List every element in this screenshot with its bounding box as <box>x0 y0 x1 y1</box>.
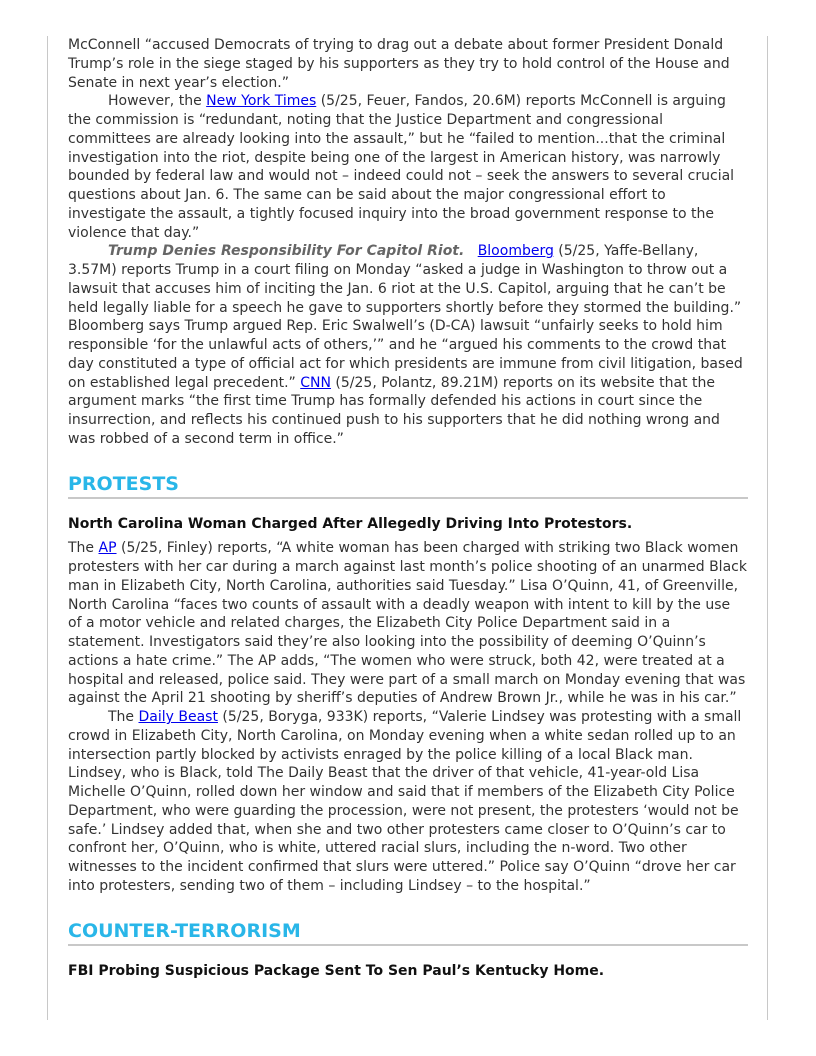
page-border-left <box>47 36 48 1020</box>
subhead-trump-denies: Trump Denies Responsibility For Capitol Riot. <box>108 243 465 260</box>
link-cnn[interactable]: CNN <box>300 374 331 391</box>
headline-fbi-probing: FBI Probing Suspicious Package Sent To Sen Paul’s Kentucky Home. <box>68 962 605 979</box>
headline-nc-woman-charged: North Carolina Woman Charged After Allegedly Driving Into Protestors. <box>68 515 633 532</box>
paragraph-nyt: However, the New York Times (5/25, Feuer, Fandos, 20.6M) reports McConnell is arguing the commission is “redundant, noting that the Justice Department and congressional committees are already looking into the assault,” but he “failed to mention...that the criminal investigation into the riot, despite being one of the largest in American history, was narrowly bounded by federal law and would not – indeed could not – seek the answers to several crucial questions about Jan. 6. The same can be said about the major congressional effort to investigate the assault, a tightly focused inquiry into the broad government response to the violence that day.” <box>68 93 735 241</box>
paragraph-mcconnell-quote: McConnell “accused Democrats of trying to drag out a debate about former President Donald Trump’s role in the siege staged by his supporters as they try to hold control of the House and Senate in next year’s election.” <box>68 37 730 91</box>
link-bloomberg[interactable]: Bloomberg <box>477 243 554 260</box>
paragraph-ap: The AP (5/25, Finley) reports, “A white woman has been charged with striking two Black women protesters with her car during a march against last month’s police shooting of an unarmed Black man in Elizabeth City, North Carolina, authorities said Tuesday.” Lisa O’Quinn, 41, of Greenville, North Carolina “faces two counts of assault with a deadly weapon with intent to kill by the use of a motor vehicle and related charges, the Elizabeth City Police Department said in a statement. Investigators said they’re also looking into the possibility of deeming O’Quinn’s actions a hate crime.” The AP adds, “The women who were struck, both 42, were treated at a hospital and released, police said. They were part of a small march on Monday evening that was against the April 21 shooting by sheriff’s deputies of Andrew Brown Jr., while he was in his car.” <box>68 540 747 707</box>
page-border-right <box>767 36 768 1020</box>
link-daily-beast[interactable]: Daily Beast <box>138 709 218 725</box>
link-new-york-times[interactable]: New York Times <box>206 93 317 110</box>
section-header-protests: PROTESTS <box>68 472 748 499</box>
paragraph-trump-denies: Trump Denies Responsibility For Capitol Riot. Bloomberg (5/25, Yaffe-Bellany, 3.57M) reports Trump in a court filing on Monday “asked a judge in Washington to throw out a lawsuit that accuses him of inciting the Jan. 6 riot at the U.S. Capitol, arguing that he can’t be held legally liable for a speech he gave to supporters shortly before they stormed the building.” Bloomberg says Trump argued Rep. Eric Swalwell’s (D-CA) lawsuit “unfairly seeks to hold him responsible ‘for the unlawful acts of others,’” and he “argued his comments to the crowd that day constituted a type of official act for which presidents are immune from civil litigation, based on established legal precedent.” CNN (5/25, Polantz, 89.21M) reports on its website that the argument marks “the first time Trump has formally defended his actions in court since the insurrection, and reflects his continued push to his supporters that he did nothing wrong and was robbed of a second term in office.” <box>68 243 743 447</box>
article-body <box>68 36 748 986</box>
section-header-counter-terrorism: COUNTER-TERRORISM <box>68 919 748 946</box>
link-ap[interactable]: AP <box>98 540 117 557</box>
paragraph-daily-beast: The Daily Beast (5/25, Boryga, 933K) reports, “Valerie Lindsey was protesting with a small crowd in Elizabeth City, North Carolina, on Monday evening when a white sedan rolled up to an intersection partly blocked by activists enraged by the police killing of a local Black man. Lindsey, who is Black, told The Daily Beast that the driver of that vehicle, 41-year-old Lisa Michelle O’Quinn, rolled down her window and said that if members of the Elizabeth City Police Department, who were guarding the procession, were not present, the protesters ‘would not be safe.’ Lindsey added that, when she and two other protesters came closer to O’Quinn’s car to confront her, O’Quinn, who is white, uttered racial slurs, including the n-word. Two other witnesses to the incident confirmed that slurs were uttered.” Police say O’Quinn “drove her car into protesters, sending two of them – including Lindsey – to the hospital.” <box>68 709 742 894</box>
